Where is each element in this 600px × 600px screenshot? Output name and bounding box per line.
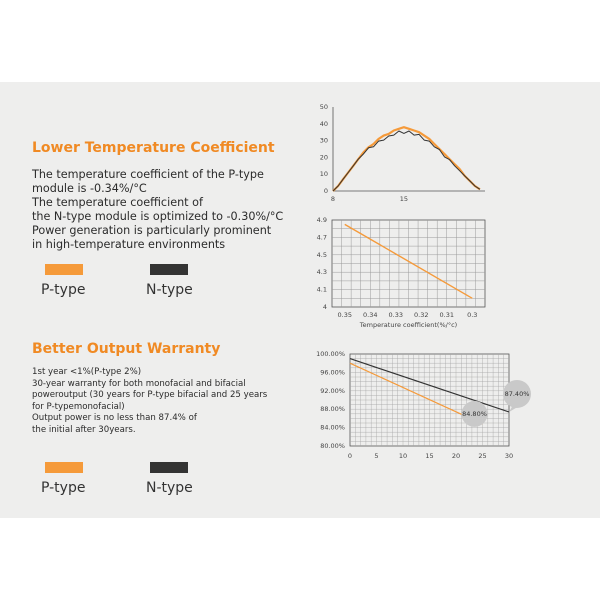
x-tick-label: 8 <box>330 195 336 203</box>
section1-title: Lower Temperature Coefficient <box>32 140 275 156</box>
y-tick-label: 84.00% <box>320 423 345 432</box>
y-tick-label: 0 <box>323 187 328 195</box>
y-tick-label: 92.00% <box>320 386 345 395</box>
irradiance-curve-chart <box>320 103 485 203</box>
section2-title: Better Output Warranty <box>32 341 221 357</box>
legend-label-n-type-2: N-type <box>146 480 193 496</box>
y-tick-label: 96.00% <box>320 368 345 377</box>
y-tick-label: 4.1 <box>316 285 327 294</box>
y-tick-label: 4.7 <box>316 233 327 242</box>
section2-line: 30-year warranty for both monofacial and bifacial <box>32 378 246 389</box>
x-tick-label: 0.34 <box>363 311 378 319</box>
y-tick-label: 80.00% <box>320 442 345 450</box>
temperature-coefficient-chart <box>317 216 485 329</box>
section2-line: the initial after 30years. <box>32 424 136 435</box>
y-tick-label: 40 <box>319 119 328 128</box>
section2-line: Output power is no less than 87.4% of <box>32 413 197 424</box>
x-tick-label: 0.32 <box>414 311 429 319</box>
x-tick-label: 15 <box>425 452 434 460</box>
x-tick-label: 30 <box>504 452 514 460</box>
y-tick-label: 4 <box>322 303 327 311</box>
x-tick-label: 0 <box>347 452 353 460</box>
x-tick-label: 0.31 <box>439 311 454 319</box>
series-line-p-type <box>333 127 480 191</box>
section2-line: 1st year <1%(P-type 2%) <box>32 367 142 377</box>
y-tick-label: 88.00% <box>320 405 345 414</box>
section1-line: The temperature coefficient of <box>32 196 203 209</box>
y-tick-label: 50 <box>319 103 328 111</box>
y-tick-label: 4.9 <box>316 216 327 224</box>
output-warranty-chart <box>316 350 531 460</box>
section1-line: module is -0.34%/°C <box>32 182 147 195</box>
y-tick-label: 4.5 <box>316 250 327 259</box>
legend-label-n-type: N-type <box>146 282 193 298</box>
x-tick-label: 0.3 <box>467 311 478 319</box>
series-line-n-type <box>333 131 480 191</box>
y-tick-label: 10 <box>319 170 328 179</box>
section2-line: for P-typemonofacial) <box>32 401 125 412</box>
x-tick-label: 0.35 <box>337 311 352 319</box>
x-tick-label: 25 <box>478 452 487 460</box>
legend-label-p-type-2: P-type <box>41 480 86 496</box>
y-tick-label: 100.00% <box>316 350 345 358</box>
y-tick-label: 20 <box>319 153 328 162</box>
x-tick-label: 15 <box>399 195 409 203</box>
x-tick-label: 20 <box>451 452 461 460</box>
y-tick-label: 4.3 <box>316 268 327 277</box>
section1-line: The temperature coefficient of the P-type <box>32 168 264 181</box>
y-tick-label: 30 <box>319 136 328 145</box>
section2-line: poweroutput (30 years for P-type bifacial and 25 years <box>32 390 268 401</box>
section1-line: in high-temperature environments <box>32 238 226 251</box>
section1-line: Power generation is particularly prominent <box>32 224 272 237</box>
x-tick-label: 10 <box>398 452 408 460</box>
legend-label-p-type: P-type <box>41 282 86 298</box>
annotation-label: 87.40% <box>504 389 530 398</box>
x-tick-label: 5 <box>374 452 379 460</box>
x-tick-label: 0.33 <box>388 311 403 319</box>
section1-line: the N-type module is optimized to -0.30%/°C <box>32 210 284 223</box>
x-axis-title: Temperature coefficient(%/°c) <box>359 321 458 329</box>
annotation-label: 84.80% <box>462 409 487 418</box>
